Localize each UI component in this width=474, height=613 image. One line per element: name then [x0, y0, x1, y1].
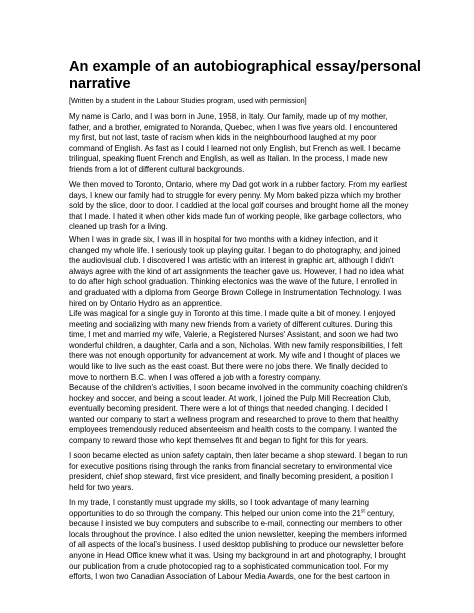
text-line: would like to live such as the east coast. But there were no jobs there. We finally decided to — [69, 361, 388, 371]
text-line: Because of the children's activities, I soon became involved in the community coaching children's — [69, 383, 408, 392]
text-line: for executive positions rising through the ranks from financial secretary to environmental vice — [69, 461, 393, 471]
text-line: locals throughout the province. I also edited the union newsletter, keeping the members informed — [69, 529, 407, 539]
text-line: employees tremendously reduced absenteeism and health costs to the company. I wanted the — [69, 425, 397, 435]
text-line: the audiovisual club. I discovered I was artistic with an interest in graphic art, although I didn't — [69, 256, 394, 266]
paragraph-3 — [69, 235, 414, 309]
text-line: move to northern B.C. when I was offered a job with a forestry company. — [69, 372, 321, 382]
text-line: My name is Carlo, and I was born in June, 1958, in Italy. Our family, made up of my mother, — [69, 112, 388, 121]
text-line: time, I met and married my wife, Valerie, a Registered Nurses' Assistant, and soon we had two — [69, 330, 398, 340]
text-line: friends from a lot of different cultural backgrounds. — [69, 164, 245, 174]
text-line: trilingual, speaking fluent French and English, as well as Italian. In the process, I made new — [69, 154, 388, 164]
page-title — [69, 59, 429, 93]
text-line: sold by the slice, door to door. I caddied at the local golf courses and brought home all the money — [69, 201, 409, 211]
paragraph-2 — [69, 180, 414, 233]
text-line: days, I knew our family had to struggle for every penny. My Mom baked pizza which my brother — [69, 190, 401, 200]
text-line: meeting and socializing with many new friends from a variety of different cultures. During this — [69, 319, 393, 329]
text-line: there was not enough opportunity for advancement at work. My wife and I thought of places we — [69, 351, 401, 361]
text-line: We then moved to Toronto, Ontario, where my Dad got work in a rubber factory. From my earliest — [69, 180, 408, 189]
title-line: narrative — [69, 76, 131, 92]
text-line: efforts, I won two Canadian Association of Labour Media Awards, one for the best cartoon in — [69, 572, 390, 582]
text-line: anyone in Head Office knew what it was. Using my background in art and photography, I brought — [69, 550, 406, 560]
text-line: father, and a brother, emigrated to Noranda, Quebec, when I was five years old. I encountered — [69, 122, 398, 132]
paragraph-6 — [69, 451, 414, 493]
text-line: that I made. I hated it when other kids made fun of working people, like garbage collectors, who — [69, 211, 402, 221]
text-line: eventually becoming president. There were a lot of things that needed changing. I decided I — [69, 404, 388, 414]
text-line: wonderful children, a daughter, Carla and a son, Nicholas. With new family responsibilities, I felt — [69, 340, 403, 350]
text-line: I soon became elected as union safety captain, then later became a shop steward. I began to run — [69, 451, 408, 460]
text-line: held for two years. — [69, 482, 134, 492]
title-line: An example of an autobiographical essay/personal — [69, 59, 421, 75]
text-line: cleaned up trash for a living. — [69, 222, 168, 232]
paragraph-7 — [69, 498, 414, 583]
text-line: hired on by Ontario Hydro as an apprentice. — [69, 298, 223, 308]
text-fragment: century, — [364, 508, 395, 518]
text-line: company to reward those who kept themselves fit and began to fight for this for years. — [69, 435, 369, 445]
paragraph-4 — [69, 309, 414, 383]
author-note: [Written by a student in the Labour Studies program, used with permission] — [69, 96, 307, 105]
superscript: st — [360, 507, 365, 514]
text-line: wanted our company to start a wellness program and researched to prove to them that healthy — [69, 414, 399, 424]
text-line: In my trade, I constantly must upgrade my skills, so I took advantage of many learning — [69, 498, 369, 507]
text-line: president, chief shop steward, first vice president, and finally becoming president, a position I — [69, 472, 394, 482]
paragraph-1 — [69, 112, 414, 176]
text-line: and graduated with a diploma from George Brown College in Instrumentation Technology. I was — [69, 287, 402, 297]
text-line: hockey and soccer, and being a scout leader. At work, I joined the Pulp Mill Recreation Club, — [69, 393, 391, 403]
text-line: because I insisted we buy computers and subscribe to e-mail, connecting our members to other — [69, 519, 403, 529]
text-line — [69, 509, 414, 520]
text-line: of all aspects of the local's business. I used desktop publishing to produce our newsletter before — [69, 540, 404, 550]
text-line: When I was in grade six, I was ill in hospital for two months with a kidney infection, and it — [69, 235, 378, 244]
text-fragment: opportunities to do so through the company. This helped our union come into the 21 — [69, 508, 361, 518]
text-line: changed my whole life. I seriously took up playing guitar. I began to do photography, and joined — [69, 245, 401, 255]
text-line: my first, but not last, taste of racism when kids in the neighbourhood laughed at my poor — [69, 133, 377, 143]
text-line: always agree with the kind of art assignments the teacher gave us. However, I had no idea what — [69, 266, 404, 276]
text-line: to do after high school graduation. Thinking electonics was the wave of the future, I enrolled in — [69, 277, 397, 287]
text-line: our publication from a crude photocopied rag to a sophisticated communication tool. For my — [69, 561, 389, 571]
text-line: command of English. As fast as I could I learned not only English, but French as well. I became — [69, 143, 401, 153]
paragraph-5 — [69, 383, 414, 447]
text-line: Life was magical for a single guy in Toronto at this time. I made quite a bit of money. I enjoyed — [69, 309, 396, 318]
